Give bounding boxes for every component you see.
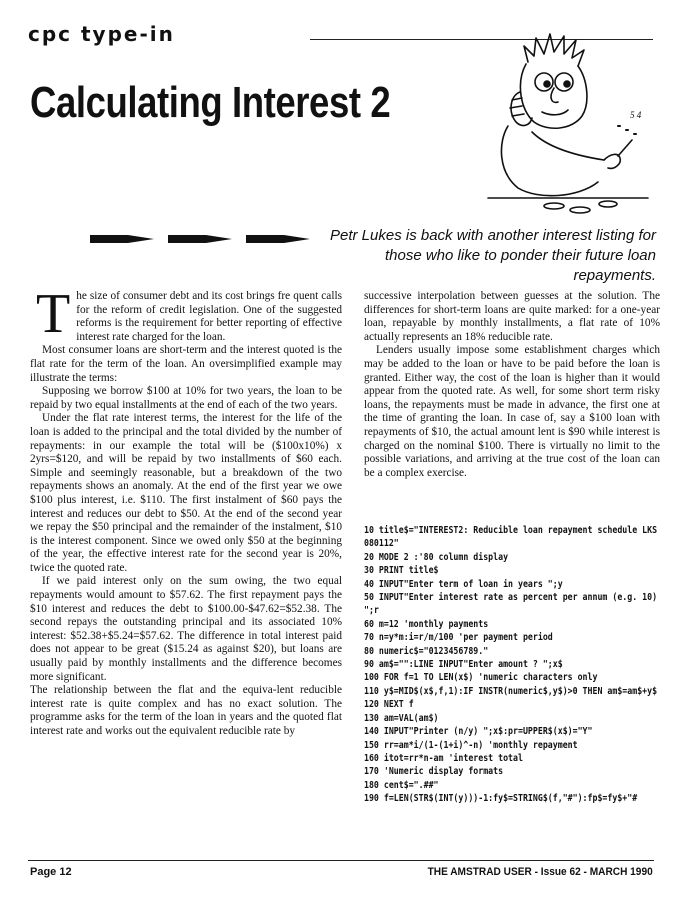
body-paragraph: Most consumer loans are short-term and the interest quoted is the flat rate for the term of the loan. An oversimplified example may illustrate the terms: — [30, 344, 342, 384]
listing-line: 80 numeric$="0123456789." — [364, 645, 489, 657]
body-paragraph: Under the flat rate interest terms, the interest for the life of the loan is added to the principal and the total divided by the number of repayments: in our example the total will be ($100x10%) x 2yrs=$120, and will be repaid by two installments of $60 each. Simple and seemingly reasonable, but a breakdown of the two repayments shows an anomaly. At the end of the first year we owe $100 plus interest, i.e. $110. The first instalment of $60 pays the interest and reduces our debt to $50. At the end of the second year we repay the $50 principal and the remainder of the instalment, $10 is the interest component. Since we owed only $50 at the beginning of the year, the effective interest rate for the second year is 20%, twice the quoted rate. — [30, 412, 342, 574]
man-with-calculator-illustration — [468, 22, 658, 222]
listing-line: 70 n=y*m:i=r/m/100 'per payment period — [364, 632, 553, 644]
body-paragraph: Supposing we borrow $100 at 10% for two years, the loan to be repaid by two equal installments at the end of each of the two years. — [30, 385, 342, 411]
arrow-icon — [90, 235, 154, 243]
listing-line: 30 PRINT title$ — [364, 565, 439, 577]
listing-line: 100 FOR f=1 TO LEN(x$) 'numeric characters only — [364, 672, 598, 684]
article-title: Calculating Interest 2 — [30, 78, 391, 127]
body-column-right — [364, 290, 660, 480]
cartoon-scribble: 5 4 — [630, 110, 642, 120]
page-number: Page 12 — [30, 866, 72, 878]
section-label: cpc type-in — [28, 22, 175, 46]
program-listing — [364, 524, 663, 806]
listing-line: 180 cent$=".##" — [364, 779, 439, 791]
listing-line: 110 y$=MID$(x$,f,1):IF INSTR(numeric$,y$)>0 THEN am$=am$+y$ — [364, 685, 658, 697]
arrow-icon — [168, 235, 232, 243]
listing-line: 170 'Numeric display formats — [364, 766, 504, 778]
listing-line: 90 am$="":LINE INPUT"Enter amount ? ";x$ — [364, 659, 563, 671]
body-paragraph: The size of consumer debt and its cost brings fre quent calls for the reform of credit legislation. One of the suggested reforms is the requirement for better reporting of effective interest rate charged for the loan. — [36, 283, 342, 345]
listing-line: 130 am=VAL(am$) — [364, 712, 439, 724]
listing-line: 120 NEXT f — [364, 699, 414, 711]
standfirst: Petr Lukes is back with another interest listing for those who like to ponder their future loan repayments. — [330, 227, 656, 284]
body-paragraph: Lenders usually impose some establishment charges which may be added to the loan or have to be paid before the loan is granted. Either way, the cost of the loan is higher than it would appear from the quoted rate. As well, for some short term risky loans, the repayments must be made in advance, the first one at the time of granting the loan. In case of, say a $100 loan with repayments of $10, the actual amount lent is $90 while interest is charged on the nominal $100. There is virtually no limit to the possible variations, and arriving at the true cost of the loan can be a complex exercise. — [364, 344, 660, 479]
body-paragraph: successive interpolation between guesses at the solution. The differences for short-term loans are quite marked: for a one-year loan, repayable by monthly installments, a flat rate of 10% actually represents an 18% reducible rate. — [364, 290, 660, 343]
body-column-left — [30, 283, 342, 739]
arrow-icon — [90, 228, 312, 250]
listing-line: 160 itot=rr*n-am 'interest total — [364, 752, 523, 764]
listing-line: 190 f=LEN(STR$(INT(y)))-1:fy$=STRING$(f,"#"):fp$=fy$+"# — [364, 793, 638, 805]
listing-line: 50 INPUT"Enter interest rate as percent per annum (e.g. 10) ";r — [364, 592, 663, 617]
listing-line: 150 rr=am*i/(1-(1+i)^-n) 'monthly repayment — [364, 739, 578, 751]
drop-cap: T — [36, 283, 71, 345]
listing-line: 140 INPUT"Printer (n/y) ";x$:pr=UPPER$(x$)="Y" — [364, 726, 593, 738]
listing-line: 60 m=12 'monthly payments — [364, 618, 489, 630]
masthead: THE AMSTRAD USER - Issue 62 - MARCH 1990 — [427, 866, 653, 878]
footer-rule — [28, 860, 654, 861]
body-paragraph: If we paid interest only on the sum owing, the two equal repayments would amount to $57.62. The first repayment pays the $10 interest and reduces the debt to $100.00-$47.62=$52.38. The second repays the outstanding principal and its associated 10% interest: $52.38+$5.24=$57.62. The difference in total interest paid does not appear to be great ($15.24 as against $20), but loans are usually paid by monthly installments and the difference becomes more significant. — [30, 575, 342, 683]
listing-line: 10 title$="INTEREST2: Reducible loan repayment schedule LKS 080112" — [364, 525, 663, 550]
listing-line: 20 MODE 2 :'80 column display — [364, 551, 509, 563]
body-paragraph: The relationship between the flat and the equiva-lent reducible interest rate is quite complex and has no exact solution. The programme asks for the term of the loan in years and the quoted flat interest rate and works out the equivalent reducible rate by — [30, 684, 342, 737]
listing-line: 40 INPUT"Enter term of loan in years ";y — [364, 578, 563, 590]
